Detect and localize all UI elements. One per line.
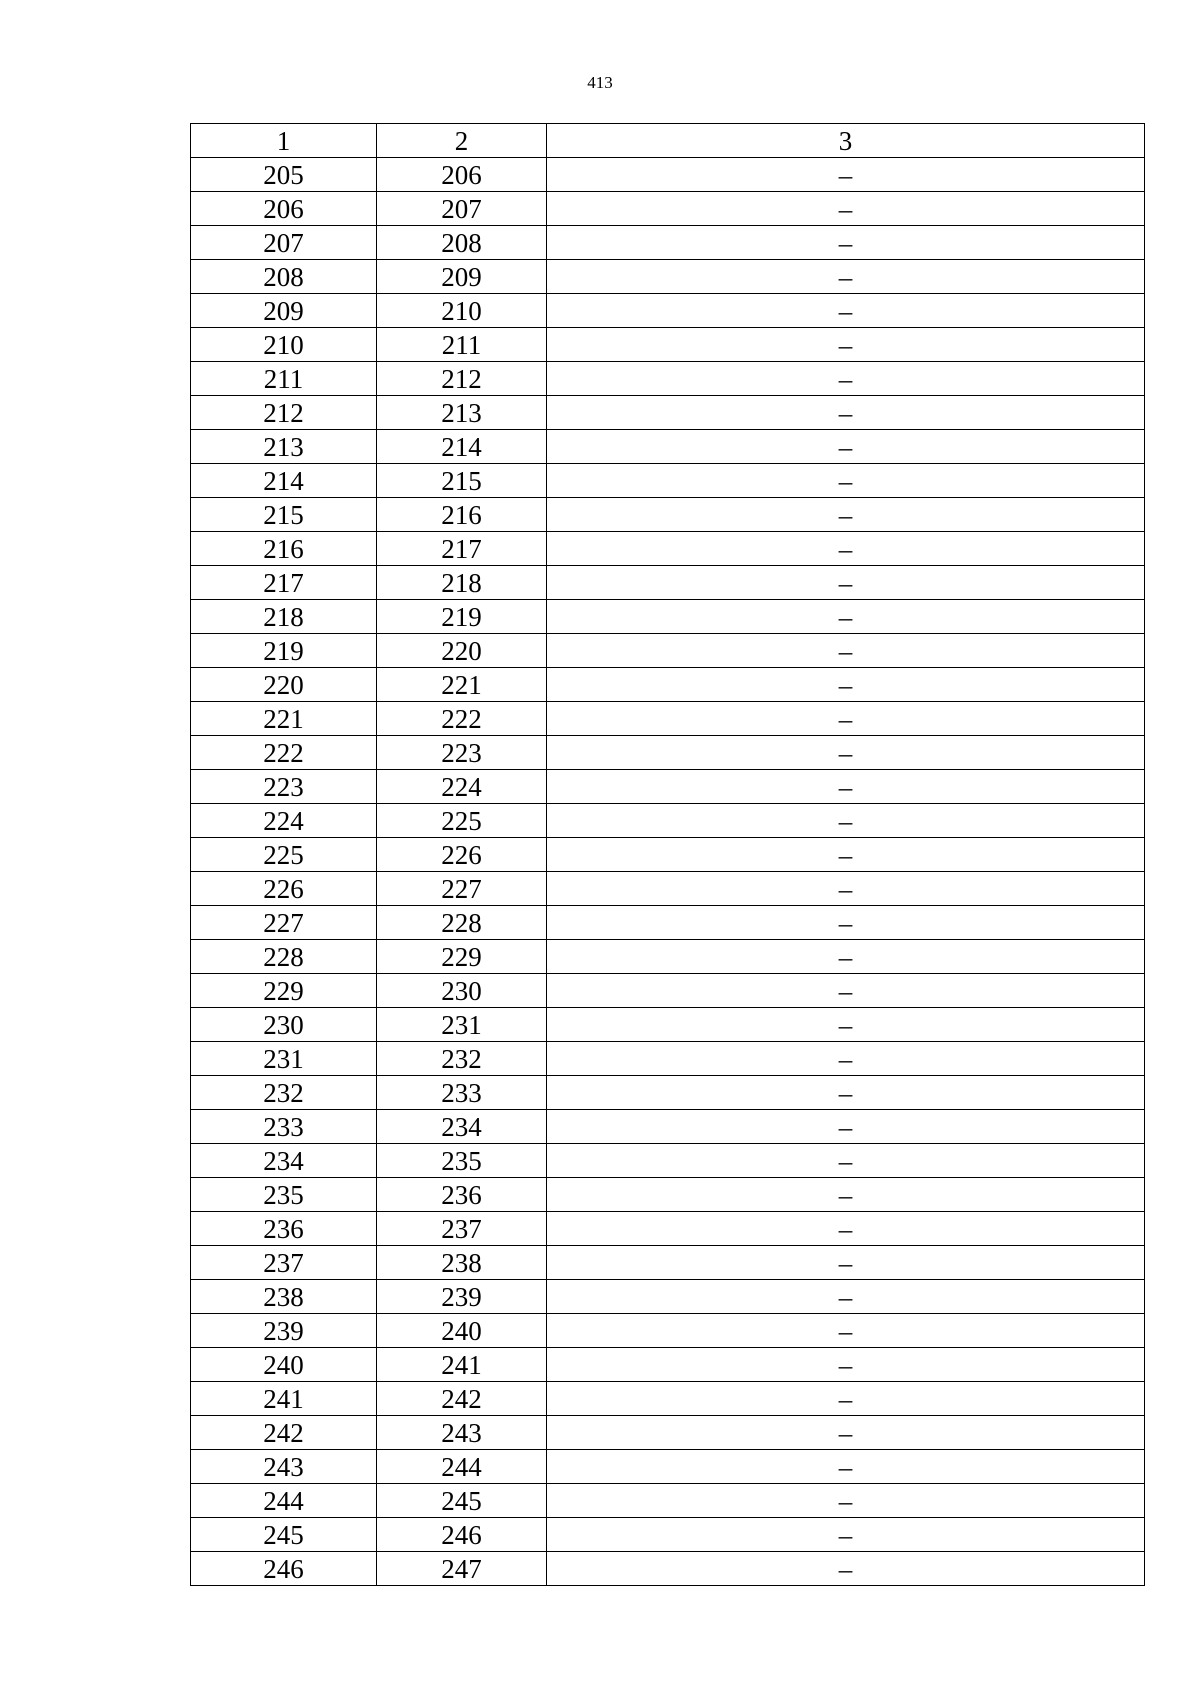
table-row xyxy=(191,1042,1145,1076)
table-cell: 216 xyxy=(377,498,547,532)
table-cell: – xyxy=(547,940,1145,974)
table-row xyxy=(191,328,1145,362)
table-row xyxy=(191,702,1145,736)
table-cell: 235 xyxy=(191,1178,377,1212)
table-cell: 233 xyxy=(191,1110,377,1144)
table-row xyxy=(191,1178,1145,1212)
table-cell: – xyxy=(547,770,1145,804)
table-cell: – xyxy=(547,260,1145,294)
table-cell: – xyxy=(547,1518,1145,1552)
table-cell: – xyxy=(547,1416,1145,1450)
table-cell: 207 xyxy=(191,226,377,260)
table-cell: 226 xyxy=(377,838,547,872)
table-cell: 218 xyxy=(191,600,377,634)
table-cell: – xyxy=(547,702,1145,736)
table-cell: – xyxy=(547,1110,1145,1144)
table-row xyxy=(191,1076,1145,1110)
table-row xyxy=(191,1518,1145,1552)
table-cell: – xyxy=(547,1280,1145,1314)
table-row xyxy=(191,1348,1145,1382)
table-cell: 238 xyxy=(191,1280,377,1314)
table-cell: 215 xyxy=(191,498,377,532)
table-cell: 245 xyxy=(377,1484,547,1518)
table-cell: 244 xyxy=(377,1450,547,1484)
table-cell: 223 xyxy=(191,770,377,804)
table-cell: 237 xyxy=(377,1212,547,1246)
table-cell: – xyxy=(547,974,1145,1008)
table-cell: 206 xyxy=(377,158,547,192)
table-cell: 228 xyxy=(377,906,547,940)
table-cell: 236 xyxy=(191,1212,377,1246)
table-cell: 223 xyxy=(377,736,547,770)
table-cell: – xyxy=(547,1484,1145,1518)
table-cell: 234 xyxy=(191,1144,377,1178)
table-cell: 227 xyxy=(191,906,377,940)
table-cell: – xyxy=(547,192,1145,226)
table-cell: – xyxy=(547,294,1145,328)
table-cell: 243 xyxy=(191,1450,377,1484)
table-row xyxy=(191,906,1145,940)
table-row xyxy=(191,1212,1145,1246)
table-cell: 214 xyxy=(191,464,377,498)
table-cell: 206 xyxy=(191,192,377,226)
table-cell: 210 xyxy=(377,294,547,328)
table-cell: 238 xyxy=(377,1246,547,1280)
table-cell: 221 xyxy=(191,702,377,736)
column-header: 2 xyxy=(377,124,547,158)
table-cell: – xyxy=(547,158,1145,192)
table-cell: 217 xyxy=(191,566,377,600)
table-row xyxy=(191,1314,1145,1348)
table-cell: 231 xyxy=(377,1008,547,1042)
table-row xyxy=(191,1008,1145,1042)
table-cell: 226 xyxy=(191,872,377,906)
table-cell: 211 xyxy=(191,362,377,396)
table-row xyxy=(191,1144,1145,1178)
table-cell: – xyxy=(547,532,1145,566)
table-cell: 221 xyxy=(377,668,547,702)
table-cell: 235 xyxy=(377,1144,547,1178)
table-row xyxy=(191,294,1145,328)
page-number: 413 xyxy=(587,73,613,92)
table-row xyxy=(191,1246,1145,1280)
table-cell: – xyxy=(547,226,1145,260)
table-cell: – xyxy=(547,1450,1145,1484)
table-cell: 228 xyxy=(191,940,377,974)
table-cell: 246 xyxy=(377,1518,547,1552)
table-row xyxy=(191,974,1145,1008)
table-cell: 232 xyxy=(377,1042,547,1076)
table-cell: 218 xyxy=(377,566,547,600)
table-cell: – xyxy=(547,736,1145,770)
table-cell: – xyxy=(547,464,1145,498)
table-row xyxy=(191,430,1145,464)
table-row xyxy=(191,872,1145,906)
table-cell: – xyxy=(547,1246,1145,1280)
table-cell: 213 xyxy=(191,430,377,464)
table-row xyxy=(191,1382,1145,1416)
table-cell: – xyxy=(547,1076,1145,1110)
table-cell: 241 xyxy=(191,1382,377,1416)
table-cell: – xyxy=(547,668,1145,702)
table-cell: 225 xyxy=(191,838,377,872)
table-row xyxy=(191,600,1145,634)
table-row xyxy=(191,1110,1145,1144)
table-cell: 246 xyxy=(191,1552,377,1586)
table-cell: 247 xyxy=(377,1552,547,1586)
table-cell: 222 xyxy=(191,736,377,770)
table-cell: 209 xyxy=(377,260,547,294)
table-row xyxy=(191,498,1145,532)
table-cell: – xyxy=(547,1348,1145,1382)
table-cell: 242 xyxy=(377,1382,547,1416)
table-cell: 239 xyxy=(377,1280,547,1314)
table-cell: – xyxy=(547,566,1145,600)
table-cell: 233 xyxy=(377,1076,547,1110)
table-cell: – xyxy=(547,396,1145,430)
table-cell: 236 xyxy=(377,1178,547,1212)
table-row xyxy=(191,158,1145,192)
table-cell: – xyxy=(547,1314,1145,1348)
table-cell: 224 xyxy=(377,770,547,804)
table-cell: – xyxy=(547,906,1145,940)
table-row xyxy=(191,668,1145,702)
table-row xyxy=(191,1280,1145,1314)
table-cell: 205 xyxy=(191,158,377,192)
table-cell: 232 xyxy=(191,1076,377,1110)
table-row xyxy=(191,804,1145,838)
table-cell: – xyxy=(547,600,1145,634)
column-header: 3 xyxy=(547,124,1145,158)
table-cell: – xyxy=(547,1212,1145,1246)
table-cell: 234 xyxy=(377,1110,547,1144)
table-cell: – xyxy=(547,1144,1145,1178)
table-cell: 207 xyxy=(377,192,547,226)
data-table xyxy=(190,123,1145,1586)
table-row xyxy=(191,736,1145,770)
table-cell: 243 xyxy=(377,1416,547,1450)
table-cell: 208 xyxy=(191,260,377,294)
table-cell: – xyxy=(547,328,1145,362)
table-cell: 244 xyxy=(191,1484,377,1518)
table-cell: – xyxy=(547,430,1145,464)
table-cell: – xyxy=(547,804,1145,838)
column-header: 1 xyxy=(191,124,377,158)
table-cell: 213 xyxy=(377,396,547,430)
table-cell: 245 xyxy=(191,1518,377,1552)
table-cell: – xyxy=(547,362,1145,396)
table-row xyxy=(191,362,1145,396)
table-cell: 225 xyxy=(377,804,547,838)
table-cell: 220 xyxy=(191,668,377,702)
table-row xyxy=(191,838,1145,872)
table-cell: 220 xyxy=(377,634,547,668)
table-cell: – xyxy=(547,872,1145,906)
table-cell: 216 xyxy=(191,532,377,566)
table-cell: – xyxy=(547,1008,1145,1042)
table-cell: 212 xyxy=(377,362,547,396)
table-cell: – xyxy=(547,838,1145,872)
table-cell: 230 xyxy=(377,974,547,1008)
table-body xyxy=(191,124,1145,1586)
table-row xyxy=(191,634,1145,668)
table-cell: – xyxy=(547,1552,1145,1586)
table-header-row xyxy=(191,124,1145,158)
table-cell: 242 xyxy=(191,1416,377,1450)
table-cell: 230 xyxy=(191,1008,377,1042)
table-cell: 209 xyxy=(191,294,377,328)
table-row xyxy=(191,464,1145,498)
table-cell: 219 xyxy=(377,600,547,634)
table-cell: – xyxy=(547,498,1145,532)
table-cell: 229 xyxy=(191,974,377,1008)
table-row xyxy=(191,192,1145,226)
table-cell: – xyxy=(547,1042,1145,1076)
table-row xyxy=(191,1552,1145,1586)
table-cell: 240 xyxy=(191,1348,377,1382)
table-row xyxy=(191,260,1145,294)
table-cell: – xyxy=(547,1178,1145,1212)
table-row xyxy=(191,396,1145,430)
table-cell: 222 xyxy=(377,702,547,736)
table-cell: 241 xyxy=(377,1348,547,1382)
table-row xyxy=(191,770,1145,804)
table-cell: – xyxy=(547,634,1145,668)
table-row xyxy=(191,1450,1145,1484)
table-cell: 211 xyxy=(377,328,547,362)
table-row xyxy=(191,1484,1145,1518)
table-row xyxy=(191,566,1145,600)
table-cell: 237 xyxy=(191,1246,377,1280)
table-cell: 240 xyxy=(377,1314,547,1348)
table-row xyxy=(191,940,1145,974)
table-cell: 229 xyxy=(377,940,547,974)
table-cell: 239 xyxy=(191,1314,377,1348)
table-cell: 210 xyxy=(191,328,377,362)
table-cell: 215 xyxy=(377,464,547,498)
table-cell: 214 xyxy=(377,430,547,464)
table-cell: 217 xyxy=(377,532,547,566)
table-row xyxy=(191,532,1145,566)
table-cell: 219 xyxy=(191,634,377,668)
table-cell: 224 xyxy=(191,804,377,838)
table-row xyxy=(191,1416,1145,1450)
table-cell: 212 xyxy=(191,396,377,430)
table-cell: 231 xyxy=(191,1042,377,1076)
table-cell: 227 xyxy=(377,872,547,906)
table-cell: 208 xyxy=(377,226,547,260)
table-cell: – xyxy=(547,1382,1145,1416)
table-row xyxy=(191,226,1145,260)
